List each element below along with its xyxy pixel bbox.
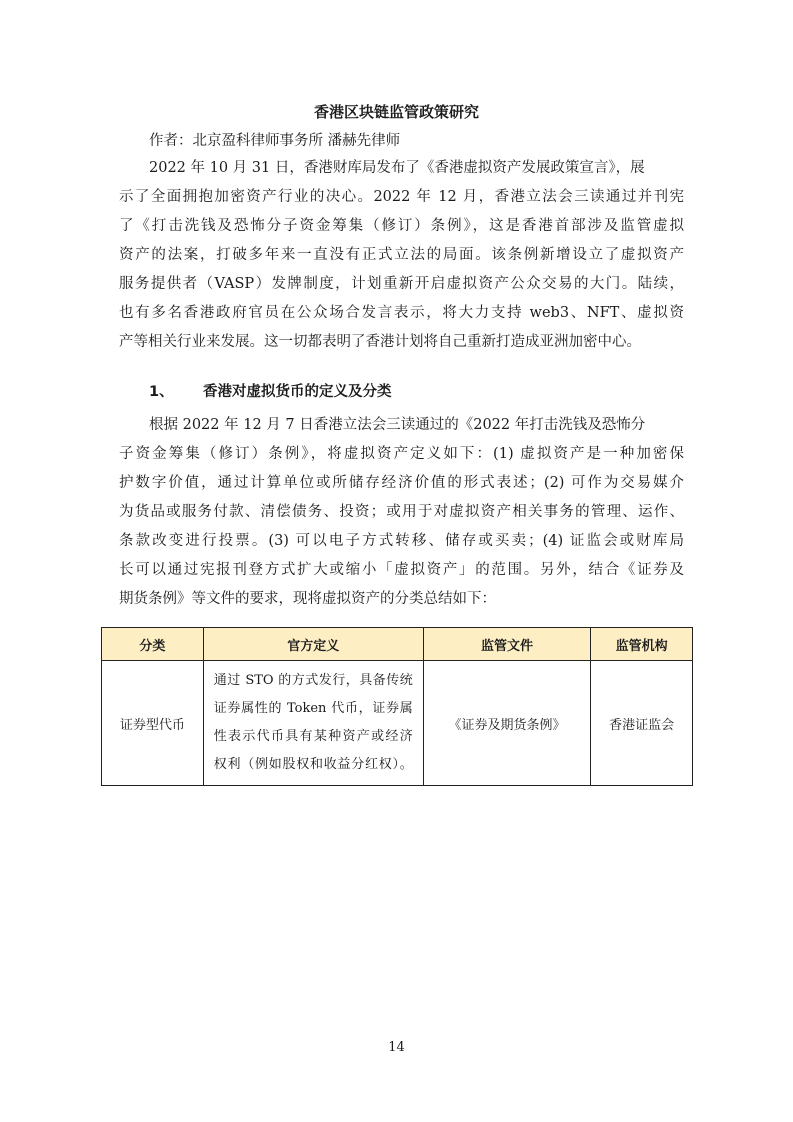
table-row (102, 661, 693, 786)
intro-line: 产等相关行业来发展。这一切都表明了香港计划将自己重新打造成亚洲加密中心。 (119, 334, 641, 350)
body-line: 子资金筹集（修订）条例》，将虚拟资产定义如下：(1) 虚拟资产是一种加密保 (119, 446, 684, 462)
cell-category: 证券型代币 (102, 661, 204, 786)
intro-line: 2022 年 10 月 31 日，香港财库局发布了《香港虚拟资产发展政策宣言》，展 (149, 160, 645, 176)
page-number: 14 (388, 1040, 405, 1055)
definition-line: 证券属性的 Token 代币，证券属 (213, 701, 413, 716)
cell-definition (203, 661, 423, 786)
intro-line: 也有多名香港政府官员在公众场合发言表示，将大力支持 web3、NFT、虚拟资 (119, 305, 684, 321)
definition-line: 性表示代币具有某种资产或经济 (213, 729, 413, 744)
document-title: 香港区块链监管政策研究 (313, 103, 479, 121)
section-number: 1、 (149, 384, 174, 400)
table-header-row (102, 628, 693, 661)
header-document: 监管文件 (423, 628, 591, 661)
intro-line: 服务提供者（VASP）发牌制度，计划重新开启虚拟资产公众交易的大门。陆续， (119, 276, 684, 292)
intro-line: 了《打击洗钱及恐怖分子资金筹集（修订）条例》，这是香港首部涉及监管虚拟 (119, 218, 684, 234)
definition-line: 权利（例如股权和收益分红权）。 (213, 757, 413, 772)
definition-line: 通过 STO 的方式发行，具备传统 (213, 673, 413, 688)
intro-line: 资产的法案，打破多年来一直没有正式立法的局面。该条例新增设立了虚拟资产 (119, 247, 684, 263)
body-line: 条款改变进行投票。(3) 可以电子方式转移、储存或买卖；(4) 证监会或财库局 (119, 533, 684, 549)
body-line: 根据 2022 年 12 月 7 日香港立法会三读通过的《2022 年打击洗钱及恐怖分 (149, 417, 646, 433)
cell-document: 《证券及期货条例》 (423, 661, 591, 786)
header-definition: 官方定义 (203, 628, 423, 661)
intro-paragraph (119, 154, 684, 357)
author-line: 作者：北京盈科律师事务所 潘赫先律师 (149, 133, 401, 149)
classification-table (101, 627, 693, 786)
body-line: 为货品或服务付款、清偿债务、投资；或用于对虚拟资产相关事务的管理、运作、 (119, 504, 684, 520)
header-regulator: 监管机构 (591, 628, 693, 661)
section-heading (149, 380, 392, 401)
intro-line: 示了全面拥抱加密资产行业的决心。2022 年 12 月，香港立法会三读通过并刊宪 (119, 189, 684, 205)
body-line: 护数字价值，通过计算单位或所储存经济价值的形式表述；(2) 可作为交易媒介 (119, 475, 684, 491)
header-category: 分类 (102, 628, 204, 661)
cell-regulator: 香港证监会 (591, 661, 693, 786)
section-title: 香港对虚拟货币的定义及分类 (203, 384, 392, 400)
body-paragraph (119, 411, 684, 614)
body-line: 期货条例》等文件的要求，现将虚拟资产的分类总结如下： (119, 591, 496, 607)
body-line: 长可以通过宪报刊登方式扩大或缩小「虚拟资产」的范围。另外，结合《证券及 (119, 562, 684, 578)
